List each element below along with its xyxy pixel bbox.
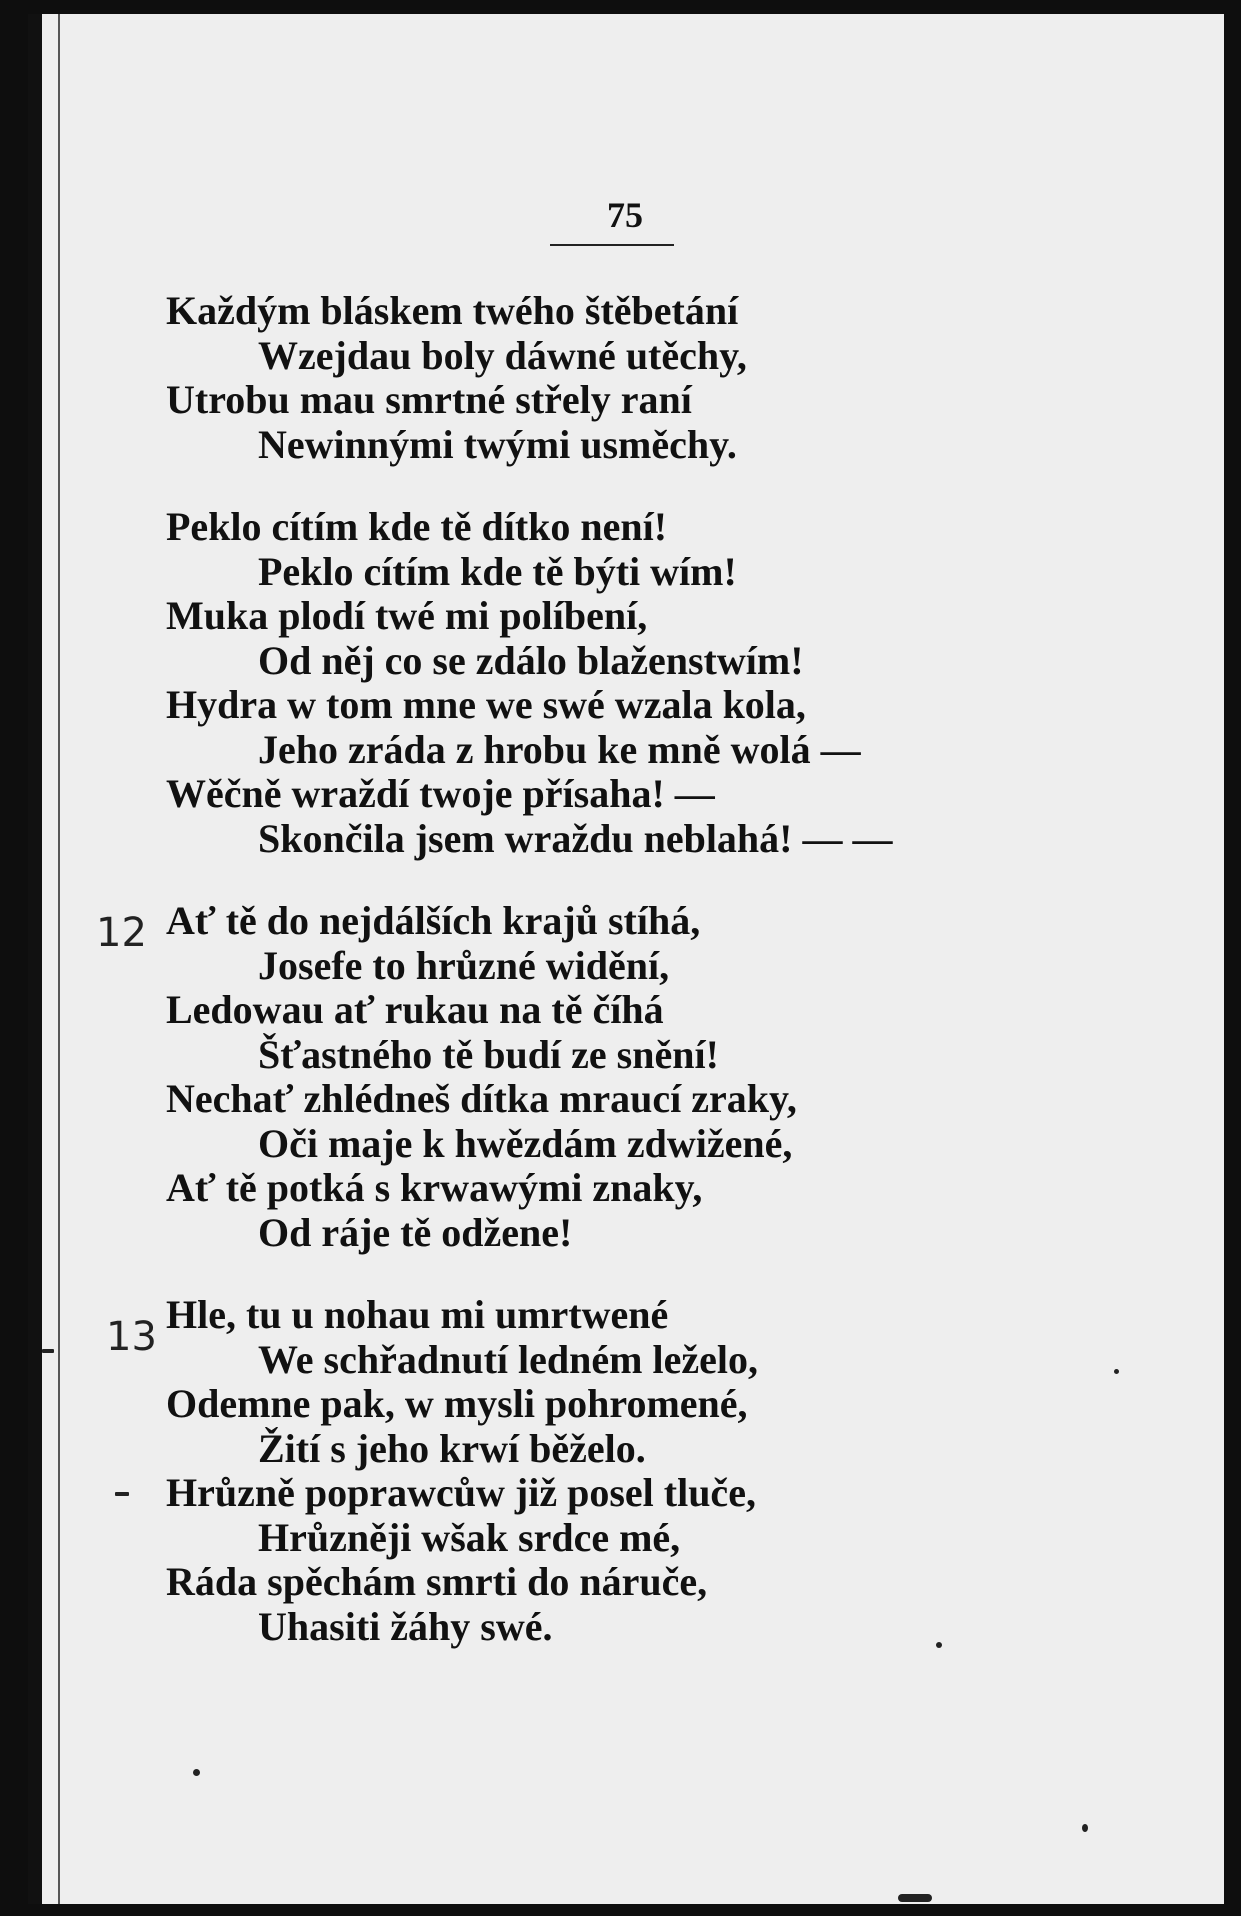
poem [166, 289, 1066, 1687]
gutter-line [58, 14, 60, 1904]
poem-line: Šťastného tě budí ze snění! [258, 1031, 719, 1077]
poem-line: Wzejdau boly dáwné utěchy, [258, 332, 747, 378]
poem-line: Hrůzně poprawcůw již posel tluče, [166, 1470, 756, 1515]
poem-line: Ať tě potká s krwawými znaky, [166, 1165, 703, 1210]
poem-line: Ledowau ať rukau na tě číhá [166, 987, 664, 1032]
poem-line: Nechať zhlédneš dítka mraucí zraky, [166, 1076, 797, 1121]
poem-line: Wěčně wraždí twoje přísaha! — [166, 771, 715, 816]
poem-line: Od ráje tě odžene! [258, 1209, 573, 1255]
poem-line: Jeho zráda z hrobu ke mně wolá — [258, 726, 861, 772]
poem-line: Ráda spěchám smrti do náruče, [166, 1559, 708, 1604]
ink-speck [936, 1642, 942, 1648]
ink-speck [193, 1769, 200, 1776]
poem-line: Newinnými twými usměchy. [258, 421, 737, 467]
poem-line: Josefe to hrůzné widění, [258, 942, 670, 988]
poem-line: Hrůzněji wšak srdce mé, [258, 1514, 681, 1560]
page-number-rule [550, 244, 674, 246]
stanza-2 [166, 505, 1066, 861]
poem-line: Utrobu mau smrtné střely raní [166, 377, 692, 422]
poem-line: Uhasiti žáhy swé. [258, 1603, 553, 1649]
poem-line: Každým bláskem twého štěbetání [166, 288, 739, 333]
book-page [28, 14, 1224, 1904]
ink-speck [42, 1349, 54, 1353]
poem-line: Oči maje k hwězdám zdwižené, [258, 1120, 793, 1166]
stanza-4 [166, 1293, 1066, 1649]
margin-note-13: 13 [106, 1314, 157, 1360]
poem-line: Peklo cítím kde tě býti wím! [258, 548, 737, 594]
poem-line: Od něj co se zdálo blaženstwím! [258, 637, 804, 683]
poem-line: Odemne pak, w mysli pohromené, [166, 1381, 748, 1426]
ink-speck [1082, 1824, 1088, 1832]
poem-line: Muka plodí twé mi políbení, [166, 593, 648, 638]
stanza-1 [166, 289, 1066, 467]
ink-speck [898, 1894, 932, 1902]
margin-note-12: 12 [96, 910, 147, 956]
poem-line: Skončila jsem wraždu neblahá! — — [258, 815, 893, 861]
poem-line: Ať tě do nejdálších krajů stíhá, [166, 898, 701, 943]
stanza-3 [166, 899, 1066, 1255]
ink-speck [115, 1492, 129, 1496]
page-gutter [28, 14, 42, 1904]
poem-line: Žití s jeho krwí běželo. [258, 1425, 646, 1471]
poem-line: Peklo cítím kde tě dítko není! [166, 504, 668, 549]
page-number: 75 [607, 195, 643, 235]
poem-line: We schřadnutí ledném leželo, [258, 1336, 758, 1382]
ink-speck [1114, 1369, 1119, 1374]
poem-line: Hydra w tom mne we swé wzala kola, [166, 682, 806, 727]
poem-line: Hle, tu u nohau mi umrtwené [166, 1292, 669, 1337]
